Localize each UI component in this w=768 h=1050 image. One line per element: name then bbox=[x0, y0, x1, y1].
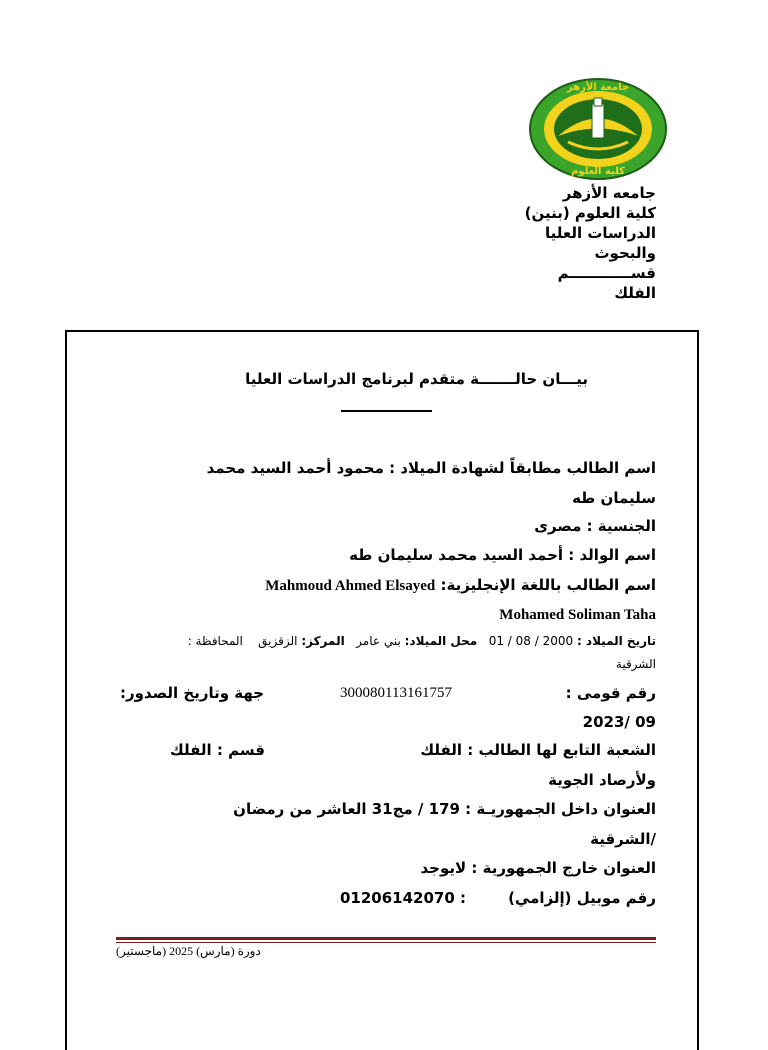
footer-rule-thin bbox=[116, 942, 656, 943]
birth-date-value: 01 / 08 / 2000 bbox=[488, 634, 574, 648]
governorate-label: المحافظة : bbox=[187, 634, 243, 648]
english-name-value: Mahmoud Ahmed Elsayed bbox=[265, 578, 436, 594]
nationality-field: الجنسية : مصرى bbox=[534, 517, 656, 535]
header-faculty: كلية العلوم (بنين) bbox=[524, 204, 656, 222]
address-outside-field: العنوان خارج الجمهورية : لايوجد bbox=[420, 859, 656, 877]
student-name-field: اسم الطالب مطابقاً لشهادة الميلاد : محمود أحمد السيد محمد bbox=[206, 459, 656, 477]
address-inside-field: العنوان داخل الجمهوريـة : 179 / مج31 العاشر من رمضان bbox=[233, 800, 656, 818]
division-field: الشعبة التابع لها الطالب : الفلك bbox=[420, 741, 656, 759]
title-underline bbox=[341, 410, 432, 412]
mobile-label: رقم موبيل (إلزامي) bbox=[508, 889, 656, 907]
footer-session-text: دورة (مارس) 2025 (ماجستير) bbox=[116, 944, 261, 958]
header-university: جامعه الأزهر bbox=[562, 184, 656, 202]
birth-info-row bbox=[188, 634, 656, 648]
center-label: المركز: bbox=[301, 634, 345, 648]
english-name-continued: Mohamed Soliman Taha bbox=[499, 607, 656, 623]
national-id-label: رقم قومى : bbox=[565, 684, 656, 702]
header-department-name: الفلك bbox=[614, 284, 656, 302]
center-value: الزقزيق bbox=[258, 634, 298, 648]
birth-place-value: بني عامر bbox=[356, 634, 401, 648]
issue-date-value: 2023/ 09 bbox=[582, 713, 656, 731]
header-graduate-studies: الدراسات العليا bbox=[544, 224, 656, 242]
student-name-continued: سليمان طه bbox=[572, 489, 656, 507]
national-id-value: 300080113161757 bbox=[340, 685, 452, 701]
english-name-field bbox=[265, 575, 656, 596]
english-name-label: اسم الطالب باللغة الإنجليزية: bbox=[440, 576, 656, 594]
footer-rule-thick bbox=[116, 937, 656, 940]
al-azhar-logo bbox=[528, 76, 668, 182]
form-title: بيـــان حالـــــــة متقدم لبرنامج الدراسات العليا bbox=[245, 370, 588, 388]
division-continued: ولأرصاد الجوية bbox=[548, 771, 656, 789]
mobile-value: : 01206142070 bbox=[340, 889, 467, 907]
birth-date-label: تاريخ الميلاد : bbox=[576, 634, 656, 648]
address-inside-continued: /الشرقية bbox=[590, 830, 656, 848]
issuer-label: جهة وتاريخ الصدور: bbox=[120, 684, 265, 702]
logo-text-top: جامعة الأزهر bbox=[566, 82, 630, 93]
logo-text-bottom: كلية العلوم bbox=[570, 166, 626, 177]
header-department-label: قســــــــــــم bbox=[557, 264, 656, 282]
institution-header bbox=[436, 183, 656, 303]
governorate-value: الشرقية bbox=[615, 657, 656, 671]
header-research: والبحوث bbox=[594, 244, 656, 262]
department-field: قسم : الفلك bbox=[170, 741, 265, 759]
father-name-field: اسم الوالد : أحمد السيد محمد سليمان طه bbox=[349, 546, 656, 564]
birth-place-label: محل الميلاد: bbox=[404, 634, 478, 648]
